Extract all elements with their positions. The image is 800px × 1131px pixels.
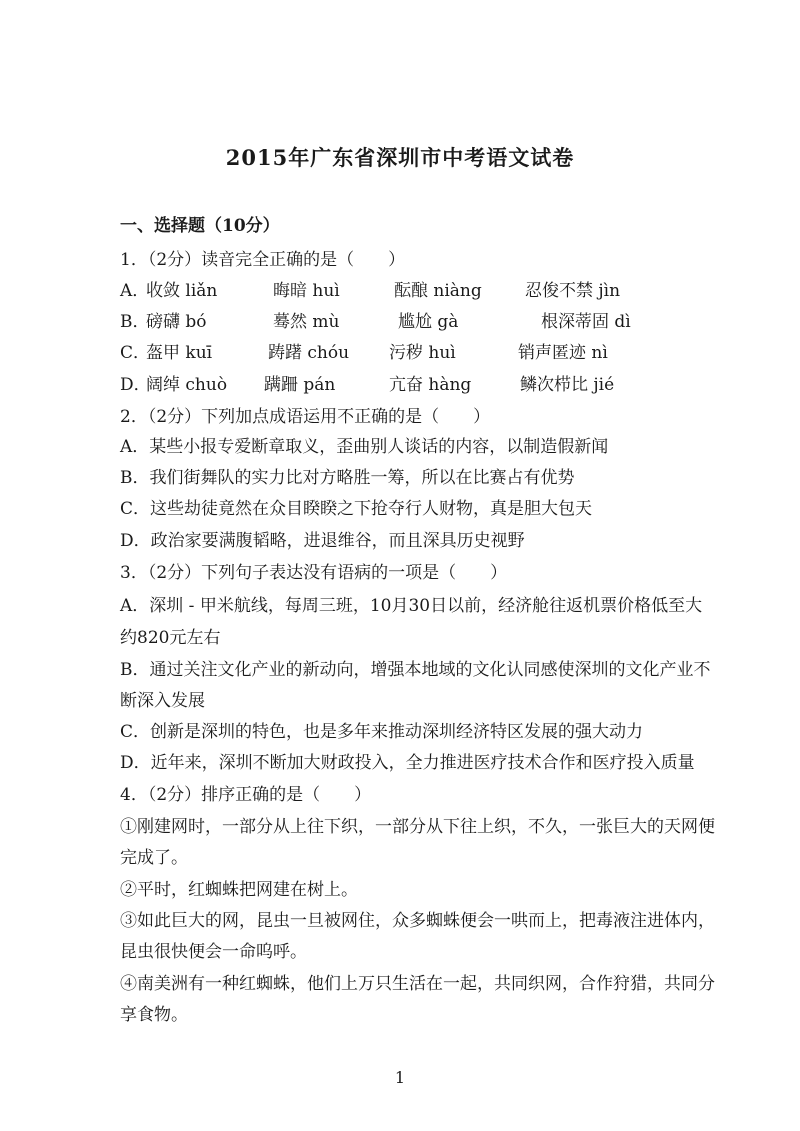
- option-item: 根深蒂固 dì: [541, 312, 631, 332]
- question-2-option-b: B．我们街舞队的实力比对方略胜一筹，所以在比赛占有优势: [120, 468, 575, 488]
- option-item: 蓦然 mù: [273, 312, 340, 332]
- option-item: 污秽 huì: [389, 343, 456, 363]
- question-4-sentence-1-line1: ①刚建网时，一部分从上往下织，一部分从下往上织，不久，一张巨大的天网便: [120, 817, 715, 837]
- question-3-option-c: C．创新是深圳的特色，也是多年来推动深圳经济特区发展的强大动力: [120, 722, 644, 742]
- option-item: 收敛 liǎn: [146, 281, 218, 301]
- option-letter: B．: [120, 312, 150, 332]
- option-item: 尴尬 gà: [398, 312, 459, 332]
- question-2-option-c: C．这些劫徒竟然在众目睽睽之下抢夺行人财物，真是胆大包天: [120, 499, 593, 519]
- option-item: 踌躇 chóu: [268, 343, 350, 363]
- question-3-option-a-line1: A．深圳 - 甲米航线，每周三班，10月30日以前，经济舱往返机票价格低至大: [120, 596, 703, 616]
- option-item: 阔绰 chuò: [146, 375, 228, 395]
- question-4-sentence-2: ②平时，红蜘蛛把网建在树上。: [120, 880, 358, 900]
- question-4-stem: 4．（2分）排序正确的是（ ）: [120, 785, 372, 805]
- question-3-stem: 3．（2分）下列句子表达没有语病的一项是（ ）: [120, 563, 508, 583]
- page-title: 2015年广东省深圳市中考语文试卷: [225, 145, 575, 170]
- question-3-option-d: D．近年来，深圳不断加大财政投入，全力推进医疗技术合作和医疗投入质量: [120, 753, 695, 773]
- option-letter: A．: [120, 281, 150, 301]
- option-item: 蹒跚 pán: [264, 375, 336, 395]
- page-number: 1: [394, 1068, 406, 1087]
- option-item: 盔甲 kuī: [146, 343, 213, 363]
- question-2-stem: 2．（2分）下列加点成语运用不正确的是（ ）: [120, 407, 491, 427]
- option-item: 鳞次栉比 jié: [520, 375, 615, 395]
- question-3-option-b-line2: 断深入发展: [120, 691, 205, 711]
- option-letter: C．: [120, 343, 151, 363]
- question-4-sentence-4-line1: ④南美洲有一种红蜘蛛，他们上万只生活在一起，共同织网，合作狩猎，共同分: [120, 974, 715, 994]
- option-item: 磅礴 bó: [146, 312, 207, 332]
- question-1-stem: 1．（2分）读音完全正确的是（ ）: [120, 250, 406, 270]
- question-3-option-b-line1: B．通过关注文化产业的新动向，增强本地域的文化认同感使深圳的文化产业不: [120, 660, 711, 680]
- option-item: 销声匿迹 nì: [518, 343, 608, 363]
- section-heading: 一、选择题（10分）: [120, 216, 280, 236]
- question-2-option-a: A．某些小报专爱断章取义，歪曲别人谈话的内容，以制造假新闻: [120, 437, 609, 457]
- question-2-option-d: D．政治家要满腹韬略，进退维谷，而且深具历史视野: [120, 531, 525, 551]
- question-4-sentence-4-line2: 享食物。: [120, 1005, 188, 1025]
- option-item: 酝酿 niàng: [394, 281, 482, 301]
- option-item: 亢奋 hàng: [389, 375, 472, 395]
- option-letter: D．: [120, 375, 151, 395]
- question-4-sentence-3-line2: 昆虫很快便会一命呜呼。: [120, 942, 307, 962]
- question-3-option-a-line2: 约820元左右: [120, 628, 221, 648]
- option-item: 忍俊不禁 jìn: [525, 281, 621, 301]
- question-4-sentence-3-line1: ③如此巨大的网，昆虫一旦被网住，众多蜘蛛便会一哄而上，把毒液注进体内，: [120, 911, 715, 931]
- option-item: 晦暗 huì: [273, 281, 340, 301]
- question-4-sentence-1-line2: 完成了。: [120, 848, 188, 868]
